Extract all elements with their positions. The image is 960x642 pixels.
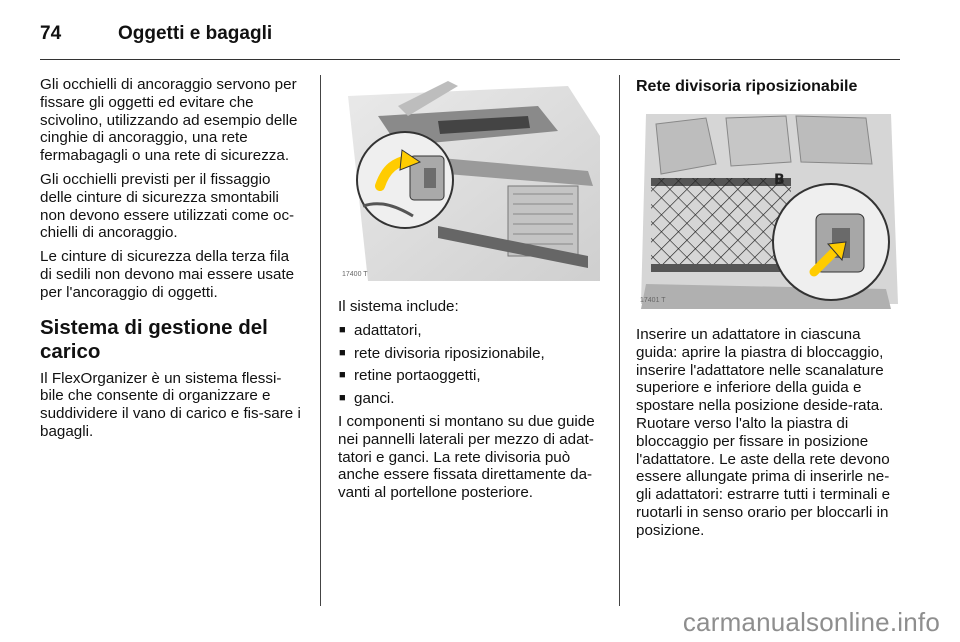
svg-text:B: B [774,172,785,188]
column-1 [40,76,305,447]
column-divider-1 [320,75,321,606]
paragraph: Gli occhielli previsti per il fissaggio delle cinture di sicurezza smontabili non devono essere utilizzati come oc-chielli di ancoraggio. [40,170,295,242]
partition-net-drawing [636,104,901,312]
watermark: carmanualsonline.info [682,607,940,637]
list-item: ■ adattatori, [338,322,603,340]
figure-code: 17400 T [342,271,368,279]
page-header [40,14,272,54]
section-heading: Sistema di gestione del carico [40,315,268,363]
page-number: 74 [40,23,62,44]
component-list [338,322,603,408]
column-3 [636,76,901,546]
paragraph: Gli occhielli di ancoraggio servono per fissare gli oggetti ed evitare che scivolino, utilizzando ad esempio delle cinghie di ancoraggio, una rete fermabagagli o una rete di sicurezza. [40,76,298,165]
partition-net-illustration [636,104,901,312]
cargo-rails-illustration [338,76,603,286]
paragraph: Inserire un adattatore in ciascuna guida: aprire la piastra di bloccaggio, inserire l'adattatore nelle scanalature superiore e inferiore della guida e spostare nella posizione deside-rata. Ruotare verso l'alto la piastra di bloccaggio per fissare in posizione l'adattatore. Le aste della rete devono essere allungate prima di inserirle ne-gli adattatori: estrarre tutti i terminali e ruotarli in senso orario per bloccarli in posizione. [636,326,891,539]
paragraph: Le cinture di sicurezza della terza fila di sedili non devono mai essere usate per l'ancoraggio di oggetti. [40,248,295,301]
list-item: ■ rete divisoria riposizionabile, [338,345,603,363]
column-2 [338,76,603,508]
figure-code: 17401 T [640,297,666,305]
page-title: Oggetti e bagagli [118,23,273,44]
section-heading: Rete divisoria riposizionabile [636,78,858,95]
list-item: ■ retine portaoggetti, [338,367,603,385]
list-item: ■ ganci. [338,390,603,408]
paragraph: I componenti si montano su due guide nei pannelli laterali per mezzo di adat-tatori e ganci. La rete divisoria può anche essere fissata direttamente da-vanti al portellone posteriore. [338,412,595,502]
paragraph: Il FlexOrganizer è un sistema flessi-bile che consente di organizzare e suddividere il vano di carico e fis-sare i bagagli. [40,369,301,440]
column-divider-2 [619,75,620,606]
cargo-rails-drawing [338,76,603,286]
paragraph: Il sistema include: [338,298,459,315]
header-rule [40,59,900,60]
